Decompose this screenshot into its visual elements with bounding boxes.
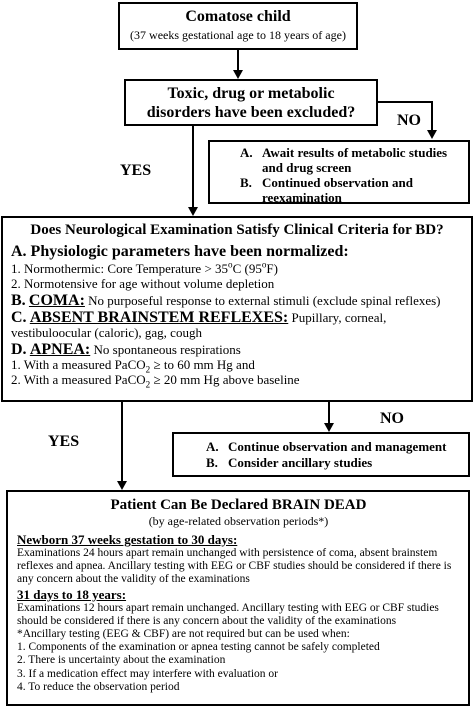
yes-label-2: YES bbox=[48, 433, 80, 450]
result-title: Patient Can Be Declared BRAIN DEAD bbox=[110, 497, 367, 513]
reason-4: 4. To reduce the observation period bbox=[17, 680, 180, 693]
exam-c: C. ABSENT BRAINSTEM REFLEXES: Pupillary, corneal, bbox=[11, 309, 387, 326]
yes-branch-1-line bbox=[192, 126, 194, 208]
exam-a-heading: A. Physiologic parameters have been normalized: bbox=[11, 243, 349, 260]
start-subtitle: (37 weeks gestational age to 18 years of age) bbox=[130, 28, 346, 42]
no-box-1 bbox=[208, 140, 470, 204]
exam-d: D. APNEA: No spontaneous respirations bbox=[11, 341, 241, 358]
yes-branch-2-arrow bbox=[117, 481, 127, 490]
no-1-item-a: A. Await results of metabolic studies and drug screen bbox=[240, 145, 448, 175]
decision-line-2: disorders have been excluded? bbox=[146, 104, 356, 121]
start-title: Comatose child bbox=[185, 8, 291, 25]
no-2-item-a: A. Continue observation and management bbox=[206, 439, 447, 454]
exam-d1: 1. With a measured PaCO$_2$ ≥ to 60 mm Hg and bbox=[11, 357, 255, 375]
result-box bbox=[6, 490, 470, 706]
start-box bbox=[118, 2, 358, 50]
arrow-1 bbox=[233, 70, 243, 79]
older-heading: 31 days to 18 years: bbox=[17, 586, 127, 602]
connector-1 bbox=[237, 50, 239, 70]
no-branch-2-horizontal bbox=[328, 402, 330, 424]
no-branch-2-arrow bbox=[324, 423, 334, 432]
exam-a2: 2. Normotensive for age without volume depletion bbox=[11, 276, 275, 291]
decision-box bbox=[124, 79, 378, 126]
yes-label-1: YES bbox=[120, 162, 152, 179]
older-text: Examinations 12 hours apart remain unchanged. Ancillary testing with EEG or CBF studies should be considered if there is any concern about the validity of the examinations bbox=[17, 601, 439, 627]
newborn-text: Examinations 24 hours apart remain unchanged with persistence of coma, absent brainstem reflexes and apnea. Ancillary testing with EEG or CBF studies should be considered if there is any concern about the validity of the examinations bbox=[17, 547, 452, 586]
reason-1: 1. Components of the examination or apnea testing cannot be safely completed bbox=[17, 641, 380, 654]
no-box-2 bbox=[172, 432, 470, 477]
ancillary-note: *Ancillary testing (EEG & CBF) are not required but can be used when: bbox=[17, 628, 350, 641]
exam-d2: 2. With a measured PaCO$_2$ ≥ 20 mm Hg above baseline bbox=[11, 372, 300, 390]
exam-a1: 1. Normothermic: Core Temperature > 35$^o$C (95$^o$F) bbox=[11, 259, 278, 276]
yes-branch-1-arrow bbox=[188, 207, 198, 216]
newborn-heading: Newborn 37 weeks gestation to 30 days: bbox=[17, 532, 238, 547]
exam-box bbox=[1, 216, 473, 402]
no-label-2: NO bbox=[380, 410, 404, 427]
reason-2: 2. There is uncertainty about the examination bbox=[17, 654, 226, 667]
decision-line-1: Toxic, drug or metabolic bbox=[167, 85, 335, 102]
yes-branch-2-line bbox=[121, 402, 123, 482]
no-branch-1-horizontal bbox=[378, 101, 433, 103]
no-2-item-b: B. Consider ancillary studies bbox=[206, 455, 373, 470]
exam-c-cont: vestibuloocular (caloric), gag, cough bbox=[11, 325, 202, 340]
no-label-1: NO bbox=[397, 112, 421, 129]
result-subtitle: (by age-related observation periods*) bbox=[148, 514, 329, 528]
no-branch-1-vertical bbox=[431, 101, 433, 131]
reason-3: 3. If a medication effect may interfere with evaluation or bbox=[17, 667, 278, 680]
exam-title: Does Neurological Examination Satisfy Clinical Criteria for BD? bbox=[30, 222, 444, 238]
no-branch-1-arrow bbox=[427, 130, 437, 139]
exam-b: B. COMA: No purposeful response to external stimuli (exclude spinal reflexes) bbox=[11, 292, 441, 309]
no-1-item-b: B. Continued observation and reexamination bbox=[240, 175, 413, 205]
